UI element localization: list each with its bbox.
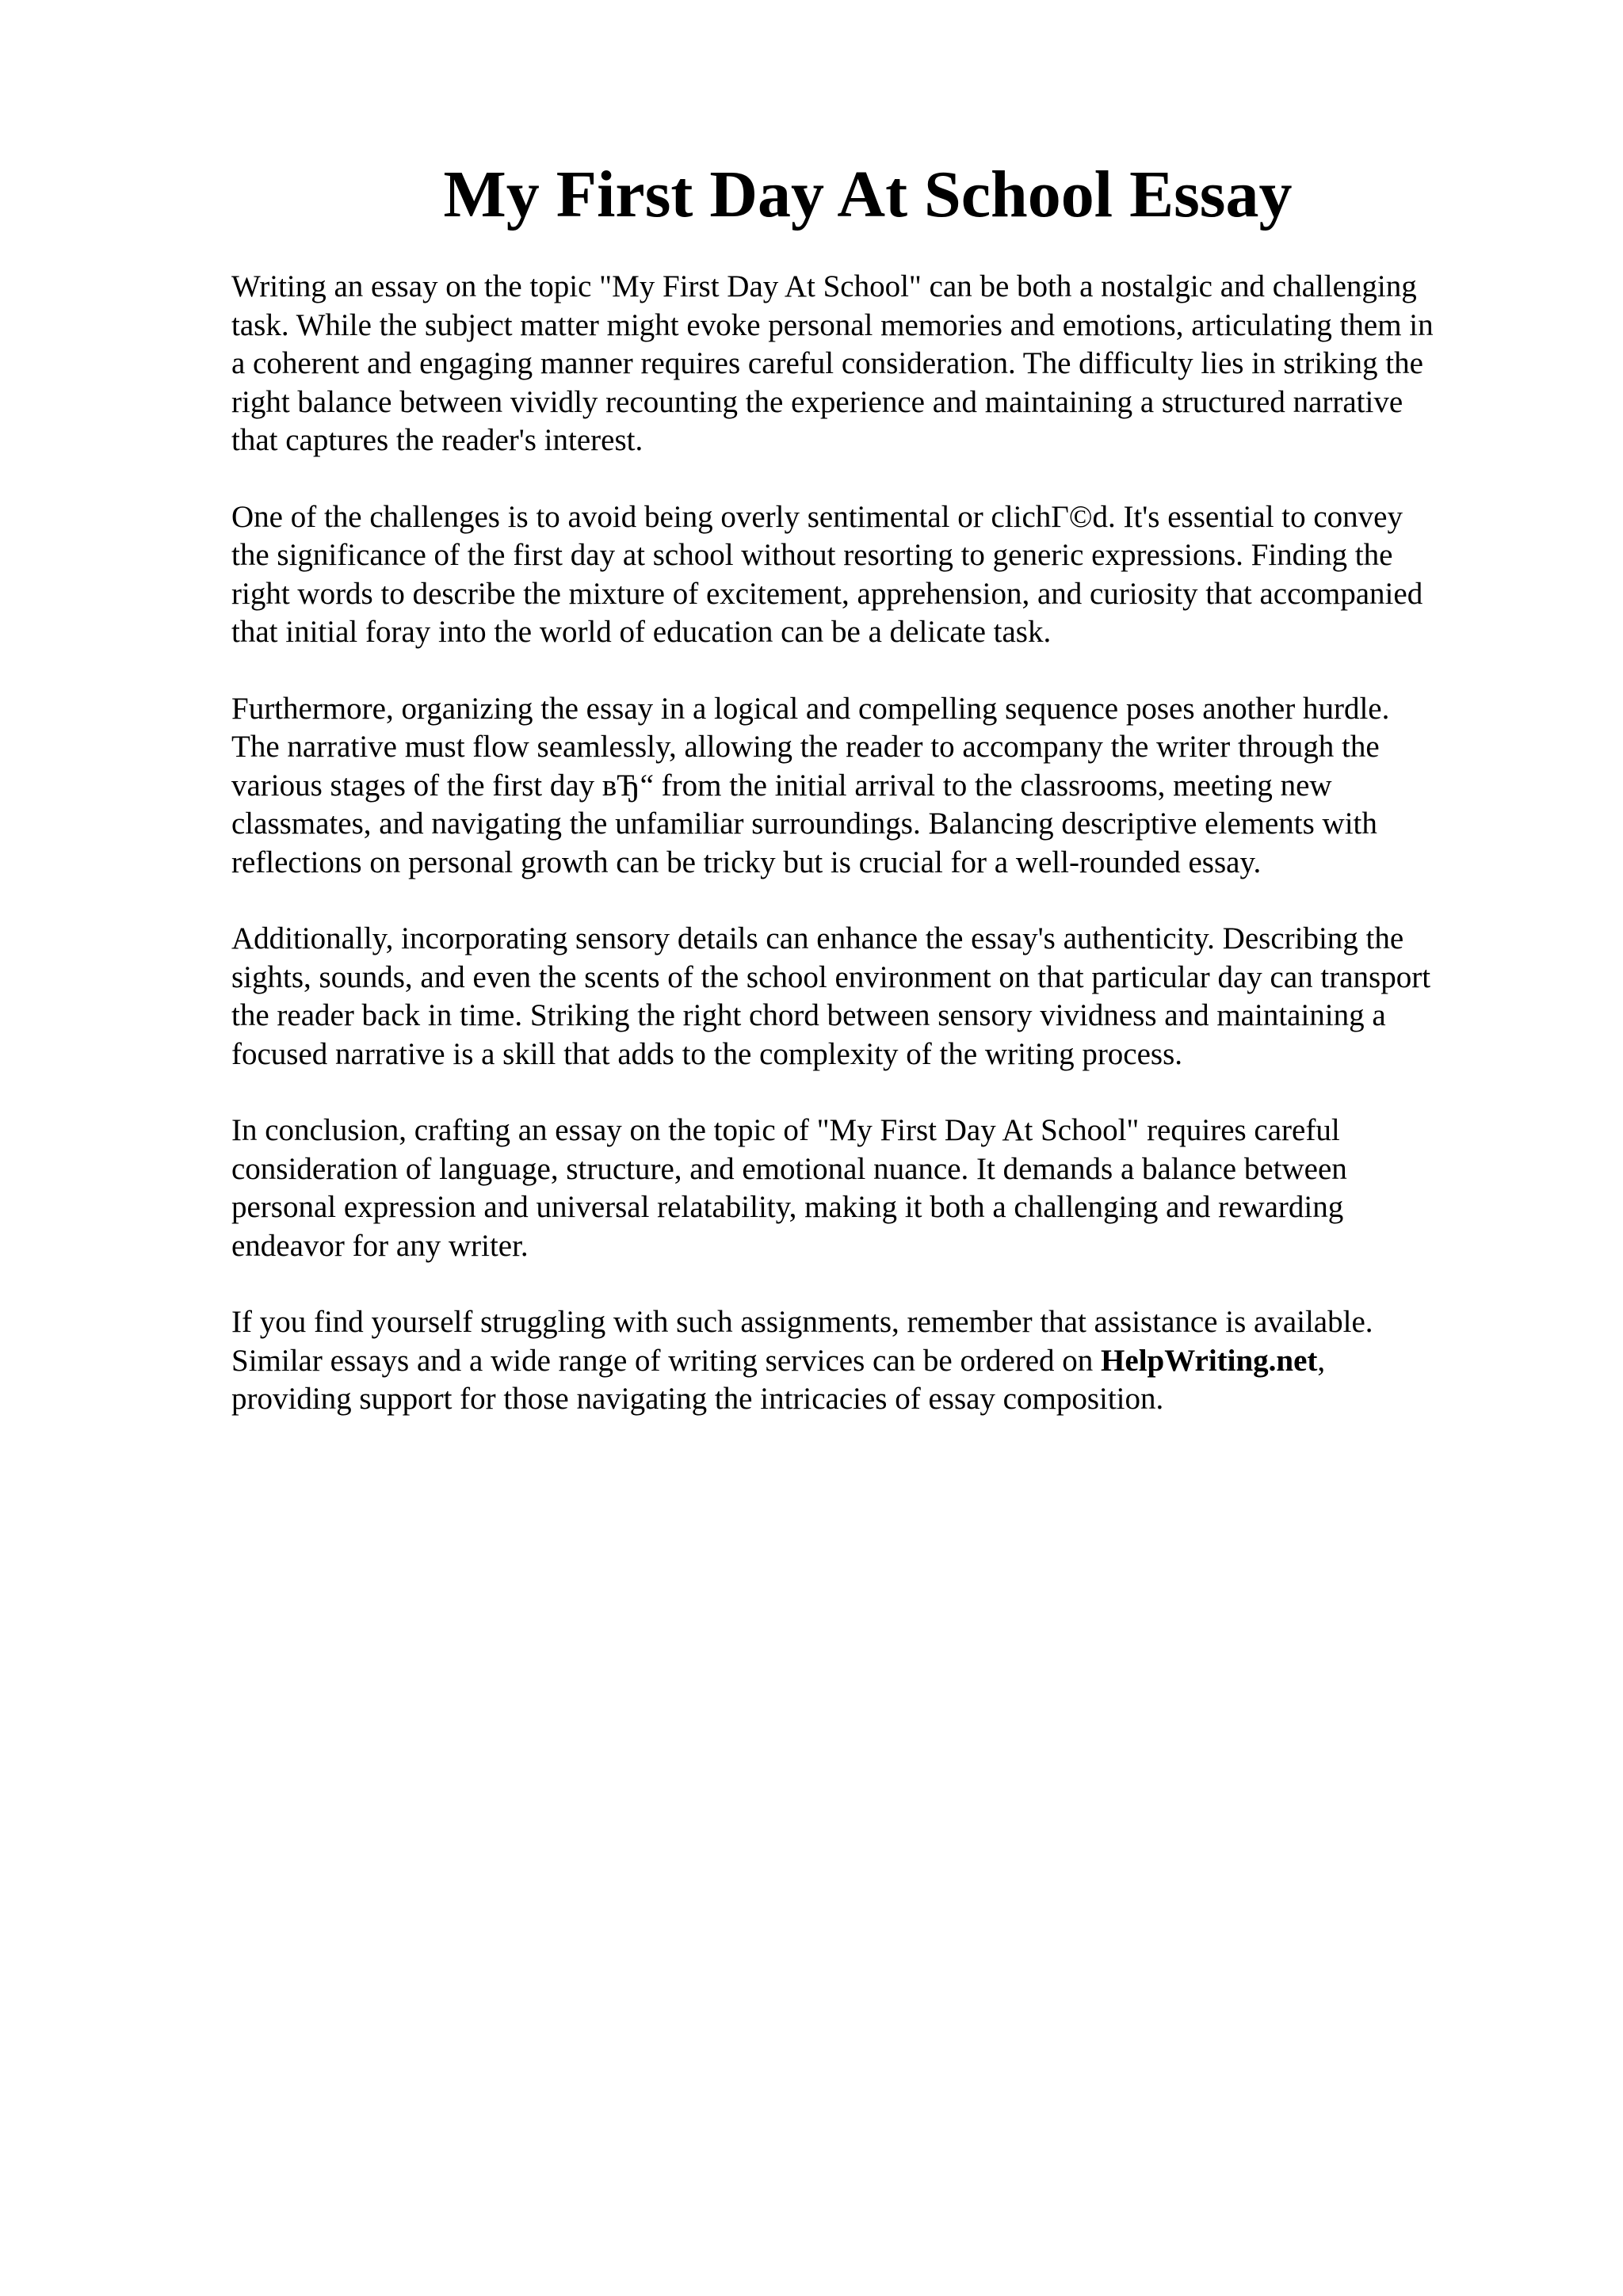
paragraph-3: [231, 690, 1515, 883]
text-segment: Similar essays and a wide range of writing services can be ordered on: [231, 1343, 1102, 1378]
text-line: In conclusion, crafting an essay on the topic of "My First Day At School" requires careful: [231, 1113, 1340, 1147]
text-line: the significance of the first day at school without resorting to generic expressions. Finding the: [231, 538, 1393, 572]
text-line: Furthermore, organizing the essay in a logical and compelling sequence poses another hurdle.: [231, 691, 1390, 726]
text-line: reflections on personal growth can be tricky but is crucial for a well-rounded essay.: [231, 845, 1262, 879]
text-line: the reader back in time. Striking the right chord between sensory vividness and maintaining a: [231, 998, 1386, 1032]
text-line: personal expression and universal relatability, making it both a challenging and rewarding: [231, 1190, 1344, 1224]
text-line: various stages of the first day вЂ“ from the initial arrival to the classrooms, meeting new: [231, 768, 1332, 803]
text-line: [231, 1342, 1515, 1381]
text-line: Writing an essay on the topic "My First Day At School" can be both a nostalgic and challenging: [231, 269, 1417, 303]
essay-body: [231, 268, 1515, 1457]
text-line: endeavor for any writer.: [231, 1228, 529, 1263]
text-line: task. While the subject matter might evoke personal memories and emotions, articulating them in: [231, 307, 1434, 342]
helpwriting-link[interactable]: HelpWriting.net: [1101, 1343, 1318, 1378]
page-title: My First Day At School Essay: [443, 158, 1293, 231]
text-line: providing support for those navigating the intricacies of essay composition.: [231, 1382, 1164, 1416]
text-line: that initial foray into the world of education can be a delicate task.: [231, 615, 1052, 649]
text-line: Additionally, incorporating sensory details can enhance the essay's authenticity. Describing the: [231, 921, 1404, 955]
paragraph-4: [231, 920, 1515, 1074]
text-line: sights, sounds, and even the scents of the school environment on that particular day can transport: [231, 959, 1431, 994]
closing-paragraph: [231, 1303, 1515, 1419]
text-line: right balance between vividly recounting the experience and maintaining a structured narrative: [231, 384, 1403, 419]
text-line: right words to describe the mixture of excitement, apprehension, and curiosity that accompanied: [231, 576, 1423, 611]
text-line: If you find yourself struggling with such assignments, remember that assistance is available.: [231, 1305, 1373, 1339]
paragraph-5: [231, 1112, 1515, 1265]
text-line: focused narrative is a skill that adds to the complexity of the writing process.: [231, 1036, 1183, 1071]
text-line: One of the challenges is to avoid being overly sentimental or clichГ©d. It's essential to convey: [231, 499, 1403, 534]
text-line: a coherent and engaging manner requires careful consideration. The difficulty lies in striking the: [231, 346, 1423, 380]
paragraph-1: [231, 268, 1515, 460]
text-line: consideration of language, structure, and emotional nuance. It demands a balance between: [231, 1151, 1347, 1186]
text-line: that captures the reader's interest.: [231, 423, 643, 457]
paragraph-2: [231, 498, 1515, 652]
text-line: The narrative must flow seamlessly, allowing the reader to accompany the writer through the: [231, 730, 1380, 764]
text-line: classmates, and navigating the unfamiliar surroundings. Balancing descriptive elements with: [231, 807, 1377, 841]
text-segment: ,: [1317, 1343, 1326, 1378]
